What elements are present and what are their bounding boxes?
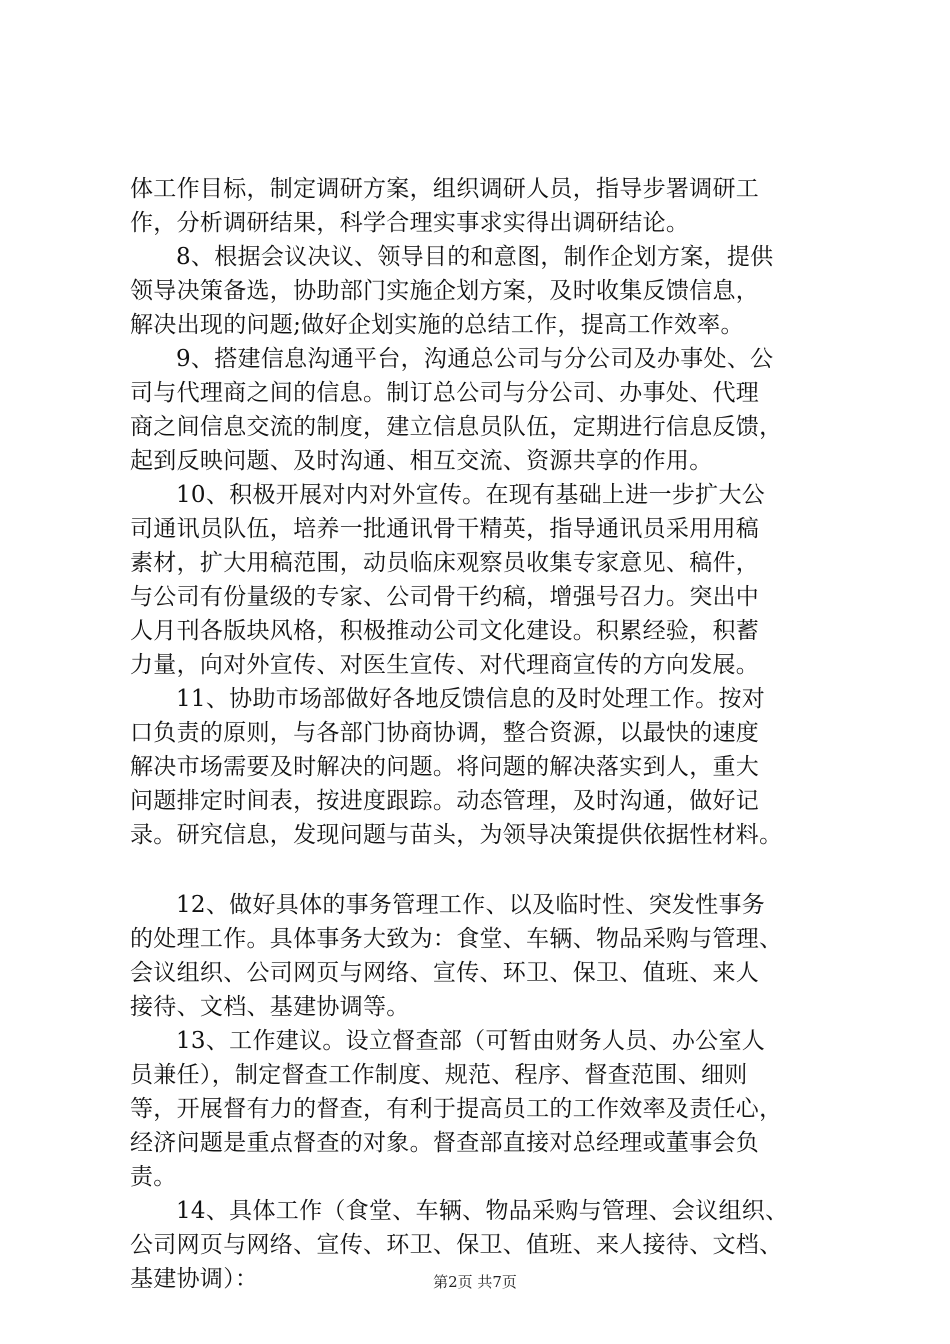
text-line: 司通讯员队伍，培养一批通讯骨干精英，指导通讯员采用用稿 (130, 516, 760, 542)
text-line: 解决市场需要及时解决的问题。将问题的解决落实到人，重大 (130, 754, 760, 780)
paragraph-12-line: 12、做好具体的事务管理工作、以及临时性、突发性事务 (176, 892, 766, 918)
page-number-footer: 第2页 共7页 (433, 1273, 517, 1291)
text-line: 问题排定时间表，按进度跟踪。动态管理，及时沟通，做好记 (130, 788, 760, 814)
text-line: 作，分析调研结果，科学合理实事求实得出调研结论。 (130, 210, 690, 236)
text-line: 起到反映问题、及时沟通、相互交流、资源共享的作用。 (130, 448, 713, 474)
text-line: 司与代理商之间的信息。制订总公司与分公司、办事处、代理 (130, 380, 760, 406)
paragraph-gap (130, 852, 850, 888)
text-line: 领导决策备选，协助部门实施企划方案，及时收集反馈信息， (130, 278, 760, 304)
text-line: 公司网页与网络、宣传、环卫、保卫、值班、来人接待、文档、 (130, 1232, 783, 1258)
text-line: 人月刊各版块风格，积极推动公司文化建设。积累经验，积蓄 (130, 618, 760, 644)
paragraph-13-line: 13、工作建议。设立督查部（可暂由财务人员、办公室人 (176, 1028, 766, 1054)
text-line: 的处理工作。具体事务大致为：食堂、车辆、物品采购与管理、 (130, 926, 783, 952)
paragraph-14-line: 14、具体工作（食堂、车辆、物品采购与管理、会议组织、 (176, 1198, 789, 1224)
text-line: 基建协调）： (130, 1266, 259, 1292)
text-line: 录。研究信息，发现问题与苗头，为领导决策提供依据性材料。 (130, 822, 783, 848)
text-line: 体工作目标，制定调研方案，组织调研人员，指导步署调研工 (130, 176, 760, 202)
text-line: 经济问题是重点督查的对象。督查部直接对总经理或董事会负 (130, 1130, 760, 1156)
text-line: 力量，向对外宣传、对医生宣传、对代理商宣传的方向发展。 (130, 652, 760, 678)
text-line: 商之间信息交流的制度，建立信息员队伍，定期进行信息反馈， (130, 414, 783, 440)
text-line: 解决出现的问题;做好企划实施的总结工作，提高工作效率。 (130, 312, 744, 338)
paragraph-11-line: 11、协助市场部做好各地反馈信息的及时处理工作。按对 (176, 686, 766, 712)
document-body (130, 172, 850, 1296)
paragraph-8-line: 8、根据会议决议、领导目的和意图，制作企划方案，提供 (176, 244, 774, 270)
text-line: 责。 (130, 1164, 177, 1190)
text-line: 素材，扩大用稿范围，动员临床观察员收集专家意见、稿件， (130, 550, 760, 576)
text-line: 与公司有份量级的专家、公司骨干约稿，增强号召力。突出中 (130, 584, 760, 610)
text-line: 等，开展督有力的督查，有利于提高员工的工作效率及责任心， (130, 1096, 783, 1122)
text-line: 员兼任），制定督查工作制度、规范、程序、督查范围、细则 (130, 1062, 748, 1088)
text-line: 口负责的原则，与各部门协商协调，整合资源，以最快的速度 (130, 720, 760, 746)
text-line: 会议组织、公司网页与网络、宣传、环卫、保卫、值班、来人 (130, 960, 760, 986)
paragraph-9-line: 9、搭建信息沟通平台，沟通总公司与分公司及办事处、公 (176, 346, 774, 372)
text-line: 接待、文档、基建协调等。 (130, 994, 410, 1020)
paragraph-10-line: 10、积极开展对内对外宣传。在现有基础上进一步扩大公 (176, 482, 766, 508)
